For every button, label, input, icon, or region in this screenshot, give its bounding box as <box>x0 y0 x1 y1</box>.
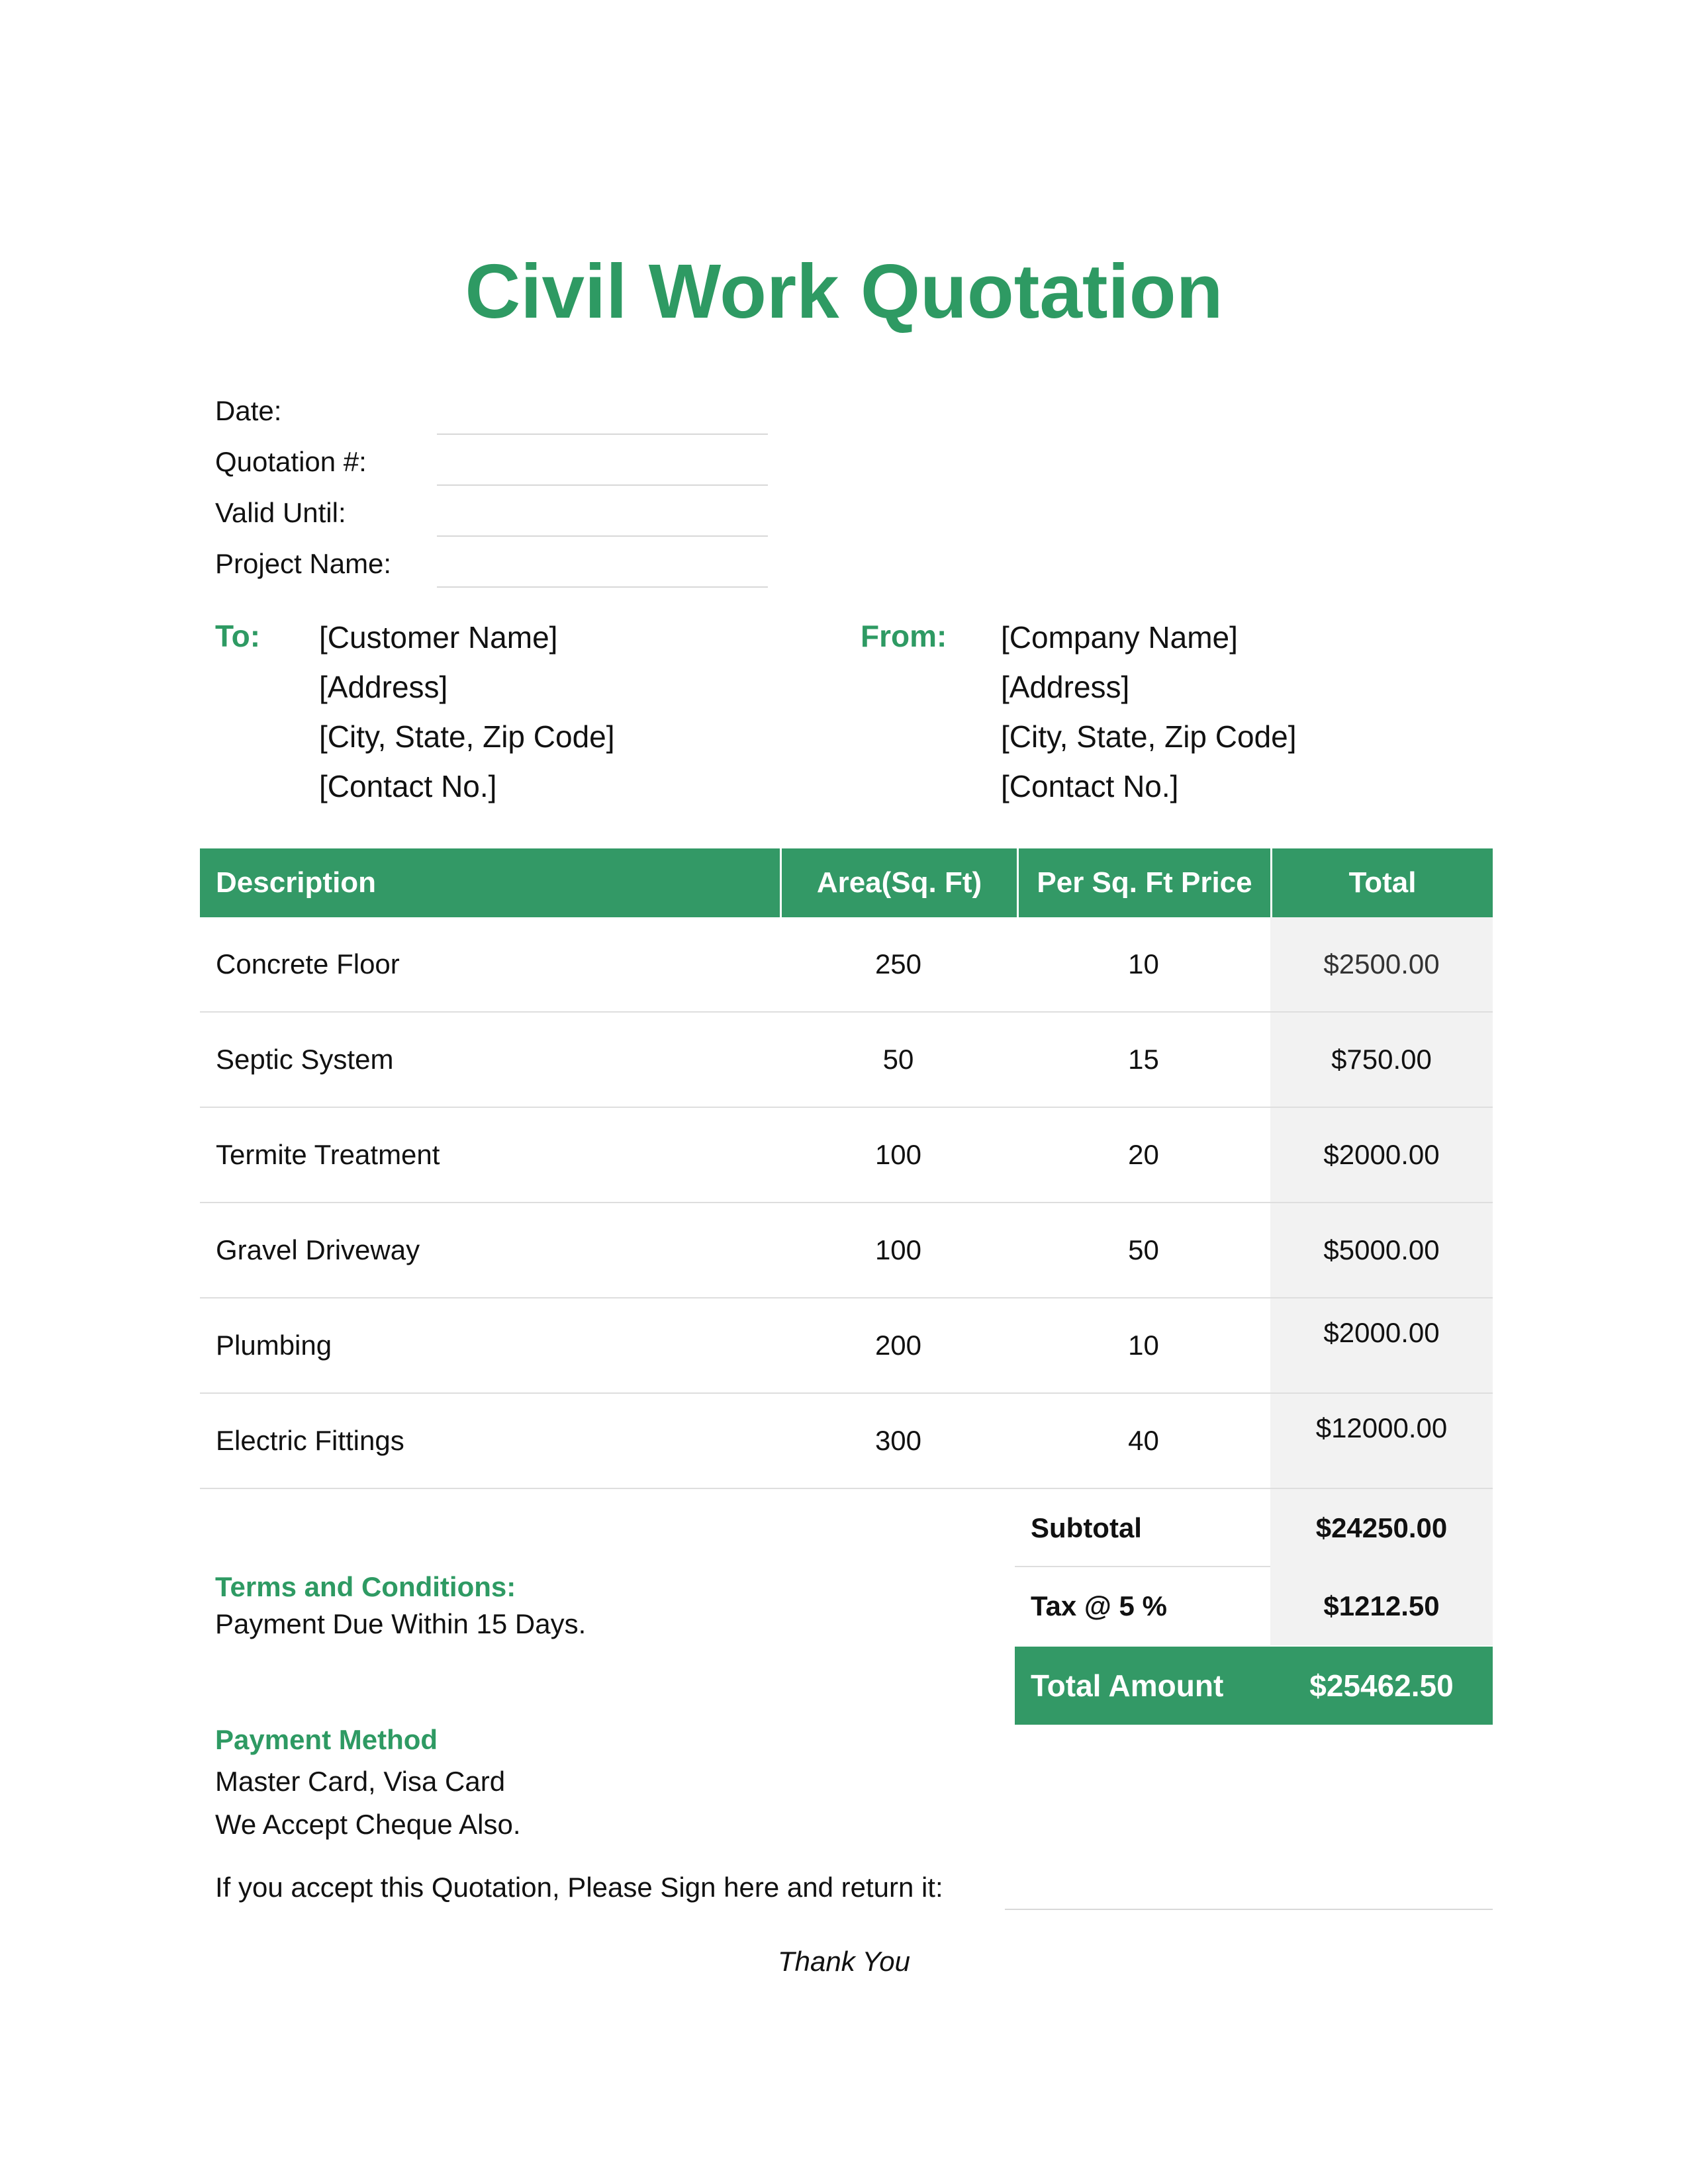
company-name: [Company Name] <box>1001 620 1238 655</box>
acceptance-text: If you accept this Quotation, Please Sign here and return it: <box>215 1872 943 1903</box>
thank-you-text: Thank You <box>777 1946 911 1977</box>
row-description: Electric Fittings <box>216 1425 404 1456</box>
row-total: $2500.00 <box>1270 917 1493 1011</box>
header-area: Area(Sq. Ft) <box>780 848 1017 917</box>
tax-label: Tax @ 5 % <box>1031 1590 1167 1621</box>
page-title: Civil Work Quotation <box>465 248 1223 334</box>
row-price: 10 <box>1128 948 1159 979</box>
table-row <box>200 1203 1493 1298</box>
row-total: $2000.00 <box>1270 1298 1493 1392</box>
total-amount-label: Total Amount <box>1031 1668 1224 1703</box>
payment-methods: Master Card, Visa Card <box>215 1766 506 1797</box>
row-area: 300 <box>874 1425 922 1456</box>
table-row <box>200 1013 1493 1108</box>
row-price: 10 <box>1128 1330 1159 1361</box>
tax-value: $1212.50 <box>1270 1567 1493 1645</box>
row-area: 100 <box>874 1234 922 1265</box>
customer-city: [City, State, Zip Code] <box>319 719 615 754</box>
total-amount-value: $25462.50 <box>1309 1668 1454 1703</box>
row-description: Septic System <box>216 1044 394 1075</box>
row-description: Gravel Driveway <box>216 1234 420 1265</box>
customer-name: [Customer Name] <box>319 620 558 655</box>
customer-address: [Address] <box>319 670 448 704</box>
customer-address-block <box>319 613 615 811</box>
table-header <box>200 848 1493 917</box>
table-row <box>200 1298 1493 1394</box>
table-row <box>200 1108 1493 1203</box>
to-label: To: <box>215 619 261 653</box>
header-total: Total <box>1270 848 1493 917</box>
terms-heading: Terms and Conditions: <box>215 1571 516 1602</box>
header-description: Description <box>216 866 377 899</box>
company-address-block <box>1001 613 1297 811</box>
customer-contact: [Contact No.] <box>319 769 497 803</box>
table-row <box>200 917 1493 1013</box>
row-total: $12000.00 <box>1270 1394 1493 1488</box>
subtotal-label: Subtotal <box>1031 1512 1142 1543</box>
row-total: $750.00 <box>1270 1013 1493 1107</box>
row-area: 100 <box>874 1139 922 1170</box>
terms-text: Payment Due Within 15 Days. <box>215 1608 586 1639</box>
row-price: 50 <box>1128 1234 1159 1265</box>
company-city: [City, State, Zip Code] <box>1001 719 1297 754</box>
items-table <box>200 848 1493 1489</box>
project-name-label: Project Name: <box>215 548 392 579</box>
row-description: Concrete Floor <box>216 948 400 979</box>
company-address: [Address] <box>1001 670 1130 704</box>
row-area: 200 <box>874 1330 922 1361</box>
valid-until-label: Valid Until: <box>215 497 346 528</box>
company-contact: [Contact No.] <box>1001 769 1179 803</box>
row-area: 250 <box>874 948 922 979</box>
table-row <box>200 1394 1493 1489</box>
row-total: $5000.00 <box>1270 1203 1493 1297</box>
header-price: Per Sq. Ft Price <box>1017 848 1270 917</box>
row-description: Termite Treatment <box>216 1139 440 1170</box>
quotation-number-label: Quotation #: <box>215 446 367 477</box>
date-input-line[interactable] <box>437 433 768 435</box>
payment-cheque-note: We Accept Cheque Also. <box>215 1809 521 1840</box>
row-total: $2000.00 <box>1270 1108 1493 1202</box>
row-price: 40 <box>1128 1425 1159 1456</box>
row-description: Plumbing <box>216 1330 332 1361</box>
row-price: 20 <box>1128 1139 1159 1170</box>
subtotal-row <box>1015 1489 1493 1567</box>
quotation-number-input-line[interactable] <box>437 484 768 486</box>
from-label: From: <box>861 619 947 653</box>
project-name-input-line[interactable] <box>437 586 768 588</box>
signature-line[interactable] <box>1005 1909 1493 1910</box>
row-price: 15 <box>1128 1044 1159 1075</box>
row-area: 50 <box>882 1044 914 1075</box>
date-label: Date: <box>215 395 282 426</box>
subtotal-value: $24250.00 <box>1270 1489 1493 1567</box>
tax-row <box>1015 1567 1493 1645</box>
payment-heading: Payment Method <box>215 1724 438 1755</box>
total-amount-row <box>1015 1647 1493 1725</box>
valid-until-input-line[interactable] <box>437 535 768 537</box>
